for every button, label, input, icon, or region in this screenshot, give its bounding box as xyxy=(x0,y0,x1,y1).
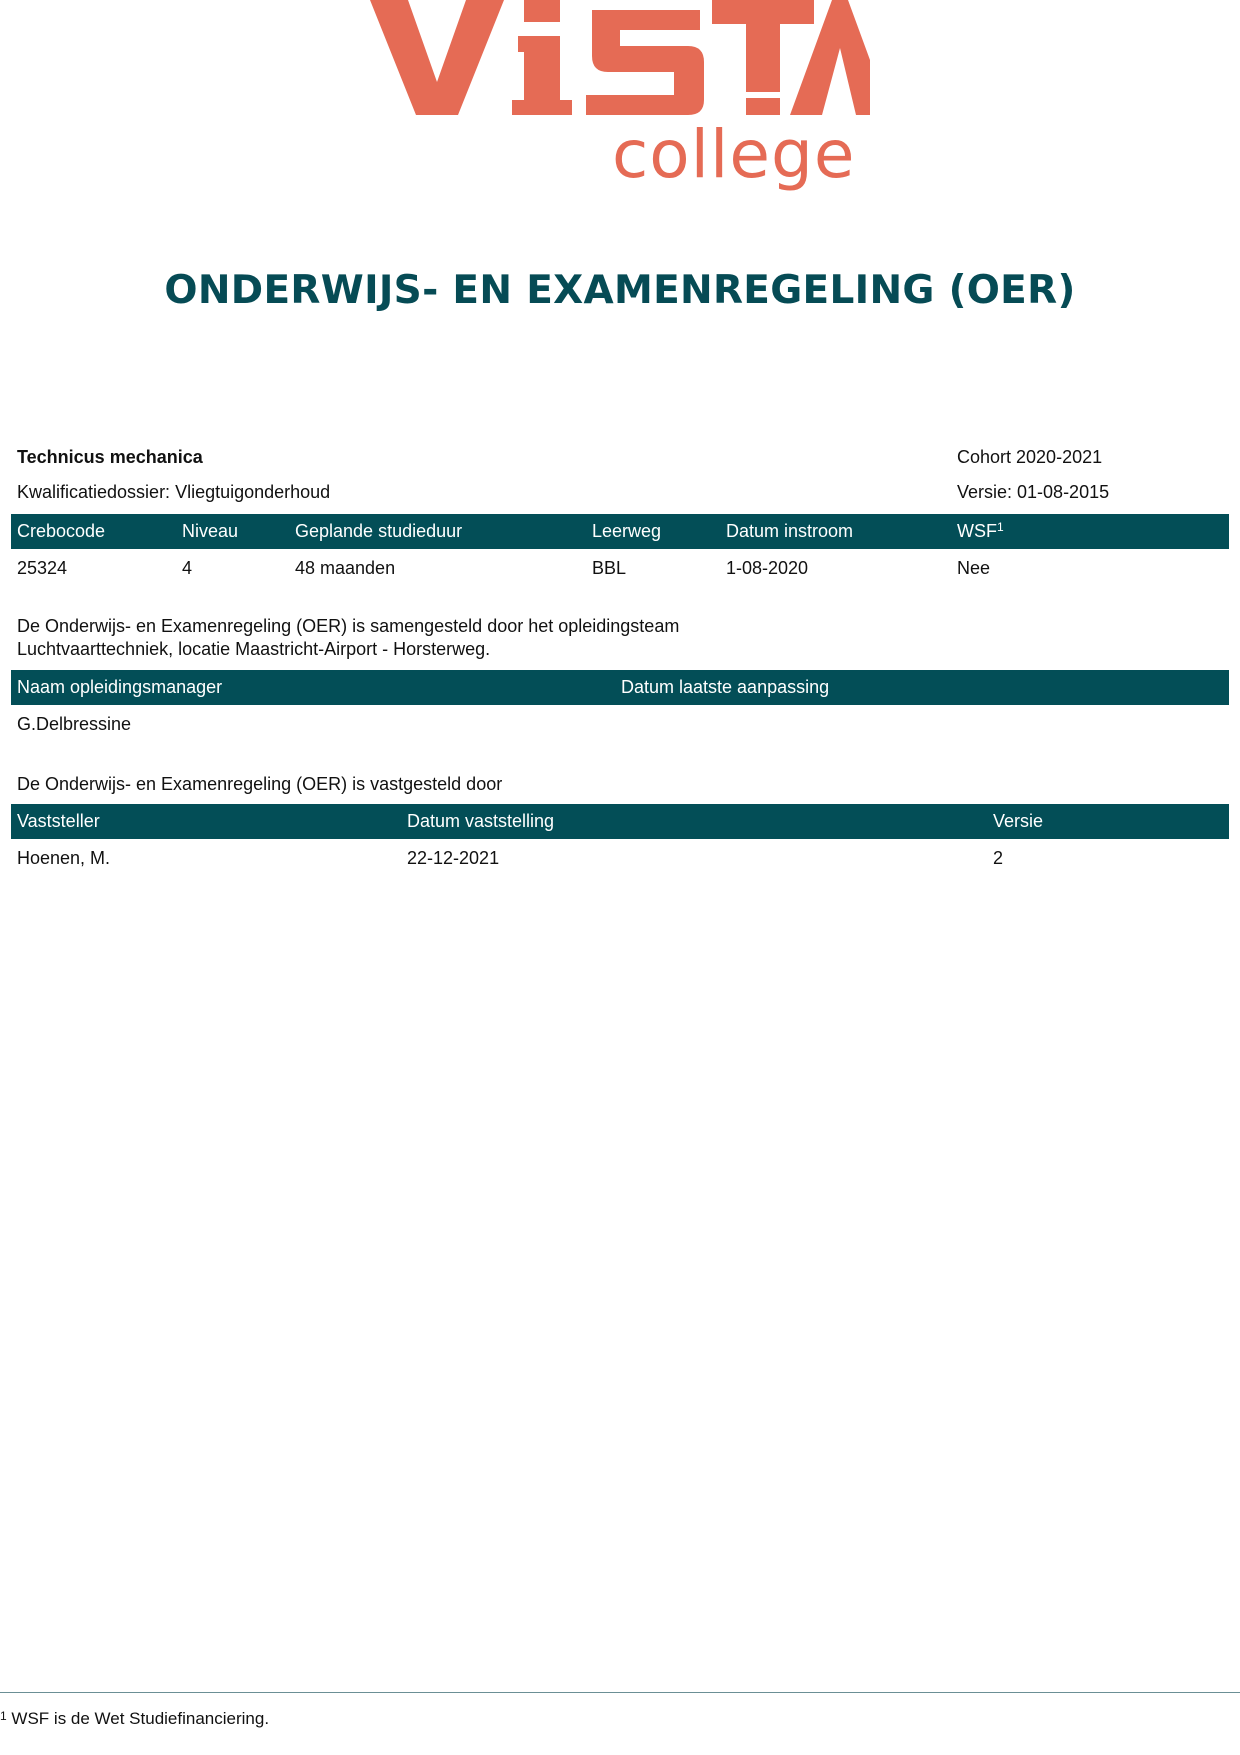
cell-vaststeller: Hoenen, M. xyxy=(17,848,111,868)
header-leerweg: Leerweg xyxy=(592,521,662,541)
footnote-text: WSF is de Wet Studiefinanciering. xyxy=(11,1709,270,1728)
header-wsf xyxy=(957,514,1004,549)
cell-niveau: 4 xyxy=(182,558,193,578)
footnote xyxy=(0,1708,269,1730)
table2-header xyxy=(11,670,1229,705)
header-datum-instroom: Datum instroom xyxy=(726,521,854,541)
header-datum-vaststelling: Datum vaststelling xyxy=(407,811,555,831)
header-wsf-label: WSF xyxy=(957,521,997,541)
table-row xyxy=(11,840,1229,876)
cell-datum-instroom: 1-08-2020 xyxy=(726,558,809,578)
cell-datum-vaststelling: 22-12-2021 xyxy=(407,848,500,868)
program-name: Technicus mechanica xyxy=(17,447,203,467)
established-by-text: De Onderwijs- en Examenregeling (OER) is vastgesteld door xyxy=(17,774,503,794)
header-vaststeller: Vaststeller xyxy=(17,811,100,831)
header-laatste-aanpassing: Datum laatste aanpassing xyxy=(621,677,830,697)
composed-by-line1: De Onderwijs- en Examenregeling (OER) is samengesteld door het opleidingsteam xyxy=(17,616,680,636)
document-title: ONDERWIJS- EN EXAMENREGELING (OER) xyxy=(164,268,1076,313)
header-versie: Versie xyxy=(993,811,1044,831)
cell-wsf: Nee xyxy=(957,558,991,578)
composed-by-line2: Luchtvaarttechniek, locatie Maastricht-Airport - Horsterweg. xyxy=(17,639,491,659)
footnote-divider xyxy=(0,1692,1240,1693)
header-niveau: Niveau xyxy=(182,521,239,541)
cell-leerweg: BBL xyxy=(592,558,627,578)
cell-versie: 2 xyxy=(993,848,1004,868)
cell-studieduur: 48 maanden xyxy=(295,558,396,578)
table-row xyxy=(11,706,1229,742)
cell-crebocode: 25324 xyxy=(17,558,68,578)
table-row xyxy=(11,550,1229,586)
header-opleidingsmanager: Naam opleidingsmanager xyxy=(17,677,223,697)
header-studieduur: Geplande studieduur xyxy=(295,521,463,541)
table1-header xyxy=(11,514,1229,549)
footnote-ref: 1 xyxy=(997,520,1004,534)
cell-opleidingsmanager: G.Delbressine xyxy=(17,714,132,734)
qualification-dossier: Kwalificatiedossier: Vliegtuigonderhoud xyxy=(17,482,331,502)
vista-college-logo xyxy=(0,0,1240,210)
table3-header xyxy=(11,804,1229,839)
cohort: Cohort 2020-2021 xyxy=(957,447,1103,467)
footnote-number: 1 xyxy=(0,1709,7,1723)
dossier-version: Versie: 01-08-2015 xyxy=(957,482,1110,502)
college-wordmark: college xyxy=(612,116,856,193)
vista-logo-mark xyxy=(370,0,870,120)
header-crebocode: Crebocode xyxy=(17,521,106,541)
